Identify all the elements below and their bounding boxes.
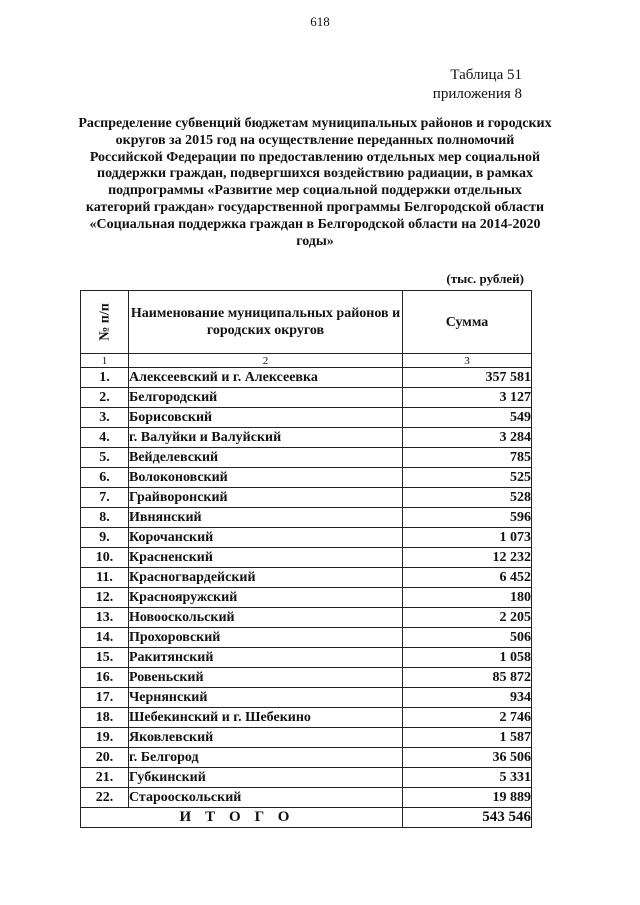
row-name: Красногвардейский — [129, 568, 403, 588]
table-row — [81, 468, 532, 488]
table-header-row — [81, 291, 532, 354]
header-number-label: № п/п — [97, 303, 112, 341]
table-row — [81, 548, 532, 568]
header-name: Наименование муниципальных районов и городских округов — [129, 291, 403, 354]
table-row — [81, 628, 532, 648]
row-sum: 596 — [403, 508, 532, 528]
row-sum: 528 — [403, 488, 532, 508]
row-name: Ракитянский — [129, 648, 403, 668]
row-name: Губкинский — [129, 768, 403, 788]
table-reference — [433, 66, 522, 104]
table-row — [81, 688, 532, 708]
row-sum: 3 284 — [403, 428, 532, 448]
total-row — [81, 808, 532, 828]
row-sum: 36 506 — [403, 748, 532, 768]
table-row — [81, 408, 532, 428]
column-number-2: 2 — [129, 354, 403, 368]
total-label: ИТОГО — [81, 808, 403, 828]
page-number: 618 — [310, 14, 330, 29]
row-number: 15. — [81, 648, 129, 668]
table-body — [81, 368, 532, 808]
row-sum: 5 331 — [403, 768, 532, 788]
row-number: 17. — [81, 688, 129, 708]
row-number: 3. — [81, 408, 129, 428]
row-name: Корочанский — [129, 528, 403, 548]
row-sum: 357 581 — [403, 368, 532, 388]
row-number: 6. — [81, 468, 129, 488]
table-row — [81, 528, 532, 548]
row-sum: 525 — [403, 468, 532, 488]
table-row — [81, 568, 532, 588]
row-number: 8. — [81, 508, 129, 528]
total-sum: 543 546 — [403, 808, 532, 828]
row-number: 22. — [81, 788, 129, 808]
row-number: 10. — [81, 548, 129, 568]
row-number: 20. — [81, 748, 129, 768]
row-name: Краснояружский — [129, 588, 403, 608]
row-number: 16. — [81, 668, 129, 688]
row-sum: 549 — [403, 408, 532, 428]
units-label: (тыс. рублей) — [446, 271, 524, 286]
row-number: 4. — [81, 428, 129, 448]
table-row — [81, 608, 532, 628]
row-name: Волоконовский — [129, 468, 403, 488]
row-sum: 1 073 — [403, 528, 532, 548]
table-row — [81, 448, 532, 468]
row-sum: 1 058 — [403, 648, 532, 668]
row-name: Чернянский — [129, 688, 403, 708]
row-name: Белгородский — [129, 388, 403, 408]
row-number: 7. — [81, 488, 129, 508]
row-number: 1. — [81, 368, 129, 388]
document-title: Распределение субвенций бюджетам муниципальных районов и городских округов за 2015 год на осуществление переданных полномочий Российской Федерации по предоставлению отдельных мер социальной поддержки граждан, подвергшихся воздействию радиации, в рамках подпрограммы «Развитие мер социальной поддержки отдельных категорий граждан» государственной программы Белгородской области «Социальная поддержка граждан в Белгородской области на 2014-2020 годы» — [78, 116, 552, 249]
row-sum: 2 205 — [403, 608, 532, 628]
table-row — [81, 368, 532, 388]
row-sum: 85 872 — [403, 668, 532, 688]
row-number: 12. — [81, 588, 129, 608]
row-number: 9. — [81, 528, 129, 548]
table-row — [81, 508, 532, 528]
row-name: Борисовский — [129, 408, 403, 428]
column-number-1: 1 — [81, 354, 129, 368]
row-name: г. Белгород — [129, 748, 403, 768]
header-sum: Сумма — [403, 291, 532, 354]
table-row — [81, 588, 532, 608]
row-name: Алексеевский и г. Алексеевка — [129, 368, 403, 388]
column-number-3: 3 — [403, 354, 532, 368]
row-sum: 1 587 — [403, 728, 532, 748]
row-name: Старооскольский — [129, 788, 403, 808]
table-row — [81, 488, 532, 508]
row-sum: 2 746 — [403, 708, 532, 728]
row-number: 19. — [81, 728, 129, 748]
row-sum: 506 — [403, 628, 532, 648]
row-name: Новооскольский — [129, 608, 403, 628]
table-row — [81, 748, 532, 768]
row-number: 13. — [81, 608, 129, 628]
row-name: Вейделевский — [129, 448, 403, 468]
row-number: 21. — [81, 768, 129, 788]
table-row — [81, 388, 532, 408]
row-name: Прохоровский — [129, 628, 403, 648]
row-number: 2. — [81, 388, 129, 408]
row-sum: 934 — [403, 688, 532, 708]
subsidy-table — [80, 290, 532, 828]
row-sum: 3 127 — [403, 388, 532, 408]
table-row — [81, 648, 532, 668]
table-ref-line2: приложения 8 — [432, 86, 522, 102]
row-number: 5. — [81, 448, 129, 468]
header-number — [81, 291, 129, 354]
row-name: Грайворонский — [129, 488, 403, 508]
row-sum: 19 889 — [403, 788, 532, 808]
row-name: г. Валуйки и Валуйский — [129, 428, 403, 448]
row-name: Ивнянский — [129, 508, 403, 528]
table-row — [81, 708, 532, 728]
row-sum: 785 — [403, 448, 532, 468]
row-number: 11. — [81, 568, 129, 588]
column-number-row — [81, 354, 532, 368]
row-name: Красненский — [129, 548, 403, 568]
row-number: 18. — [81, 708, 129, 728]
row-sum: 12 232 — [403, 548, 532, 568]
row-number: 14. — [81, 628, 129, 648]
table-row — [81, 428, 532, 448]
table-row — [81, 768, 532, 788]
row-name: Шебекинский и г. Шебекино — [129, 708, 403, 728]
table-row — [81, 788, 532, 808]
row-sum: 180 — [403, 588, 532, 608]
row-name: Ровеньский — [129, 668, 403, 688]
table-row — [81, 668, 532, 688]
row-name: Яковлевский — [129, 728, 403, 748]
table-ref-line1: Таблица 51 — [450, 67, 522, 83]
table-row — [81, 728, 532, 748]
row-sum: 6 452 — [403, 568, 532, 588]
